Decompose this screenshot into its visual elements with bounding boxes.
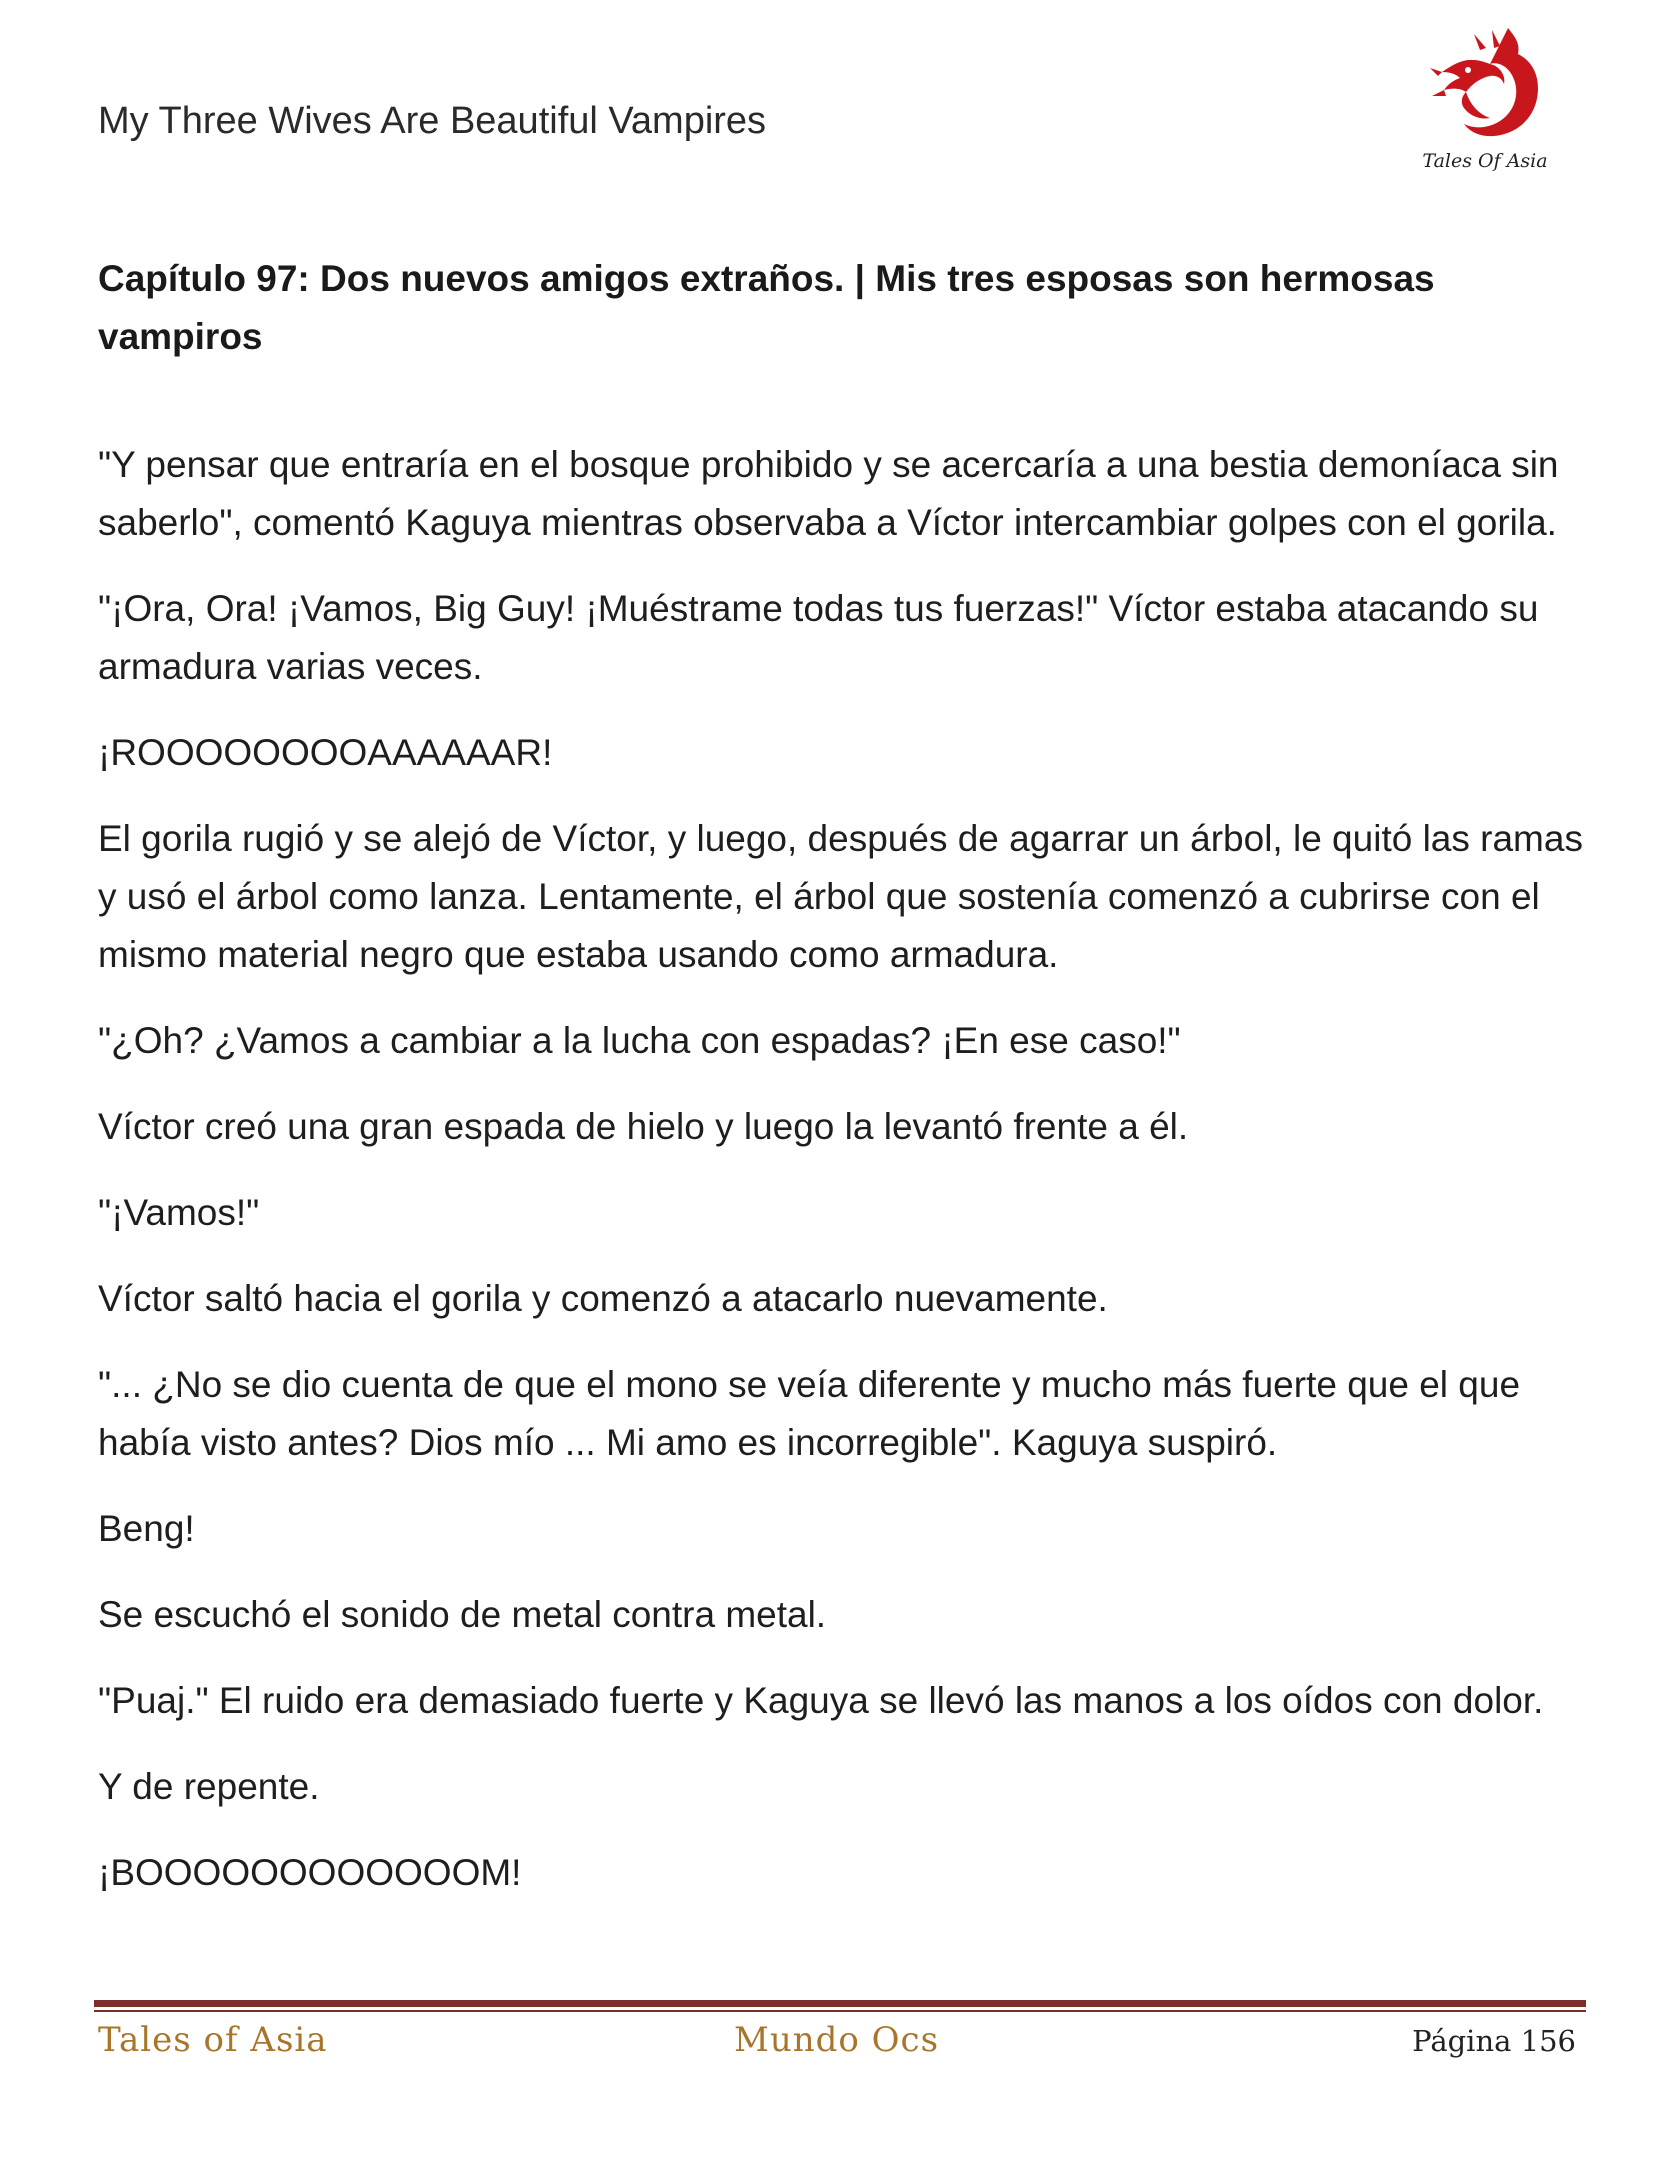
chapter-body: [98, 436, 1588, 1930]
paragraph: ¡ROOOOOOOOAAAAAAR!: [98, 732, 553, 773]
footer-site: Mundo Ocs: [734, 2020, 940, 2060]
footer-divider: [94, 2000, 1586, 2012]
logo-text: Tales Of Asia: [1422, 150, 1548, 172]
paragraph: "¡Ora, Ora! ¡Vamos, Big Guy! ¡Muéstrame todas tus fuerzas!" Víctor estaba atacando su armadura varias veces.: [98, 588, 1539, 687]
paragraph: Y de repente.: [98, 1766, 320, 1807]
paragraph: Beng!: [98, 1508, 195, 1549]
paragraph: "¿Oh? ¿Vamos a cambiar a la lucha con espadas? ¡En ese caso!": [98, 1020, 1181, 1061]
paragraph: "Y pensar que entraría en el bosque prohibido y se acercaría a una bestia demoníaca sin saberlo", comentó Kaguya mientras observaba a Víctor intercambiar golpes con el gorila.: [98, 444, 1559, 543]
chapter-title: Capítulo 97: Dos nuevos amigos extraños. | Mis tres esposas son hermosas vampiros: [98, 258, 1435, 357]
dragon-icon: [1420, 20, 1550, 160]
paragraph: ¡BOOOOOOOOOOOOM!: [98, 1852, 522, 1893]
paragraph: Se escuchó el sonido de metal contra metal.: [98, 1594, 827, 1635]
paragraph: "... ¿No se dio cuenta de que el mono se veía diferente y mucho más fuerte que el que había visto antes? Dios mío ... Mi amo es incorregible". Kaguya suspiró.: [98, 1364, 1521, 1463]
page-number: Página 156: [1412, 2024, 1576, 2058]
paragraph: Víctor creó una gran espada de hielo y luego la levantó frente a él.: [98, 1106, 1189, 1147]
paragraph: El gorila rugió y se alejó de Víctor, y luego, después de agarrar un árbol, le quitó las ramas y usó el árbol como lanza. Lentamente, el árbol que sostenía comenzó a cubrirse con el mismo material negro que estaba usando como armadura.: [98, 818, 1583, 975]
footer-brand: Tales of Asia: [98, 2020, 328, 2060]
paragraph: "¡Vamos!": [98, 1192, 260, 1233]
tales-of-asia-logo: [1420, 20, 1550, 180]
book-title: My Three Wives Are Beautiful Vampires: [98, 100, 767, 142]
paragraph: Víctor saltó hacia el gorila y comenzó a atacarlo nuevamente.: [98, 1278, 1108, 1319]
paragraph: "Puaj." El ruido era demasiado fuerte y Kaguya se llevó las manos a los oídos con dolor.: [98, 1680, 1544, 1721]
